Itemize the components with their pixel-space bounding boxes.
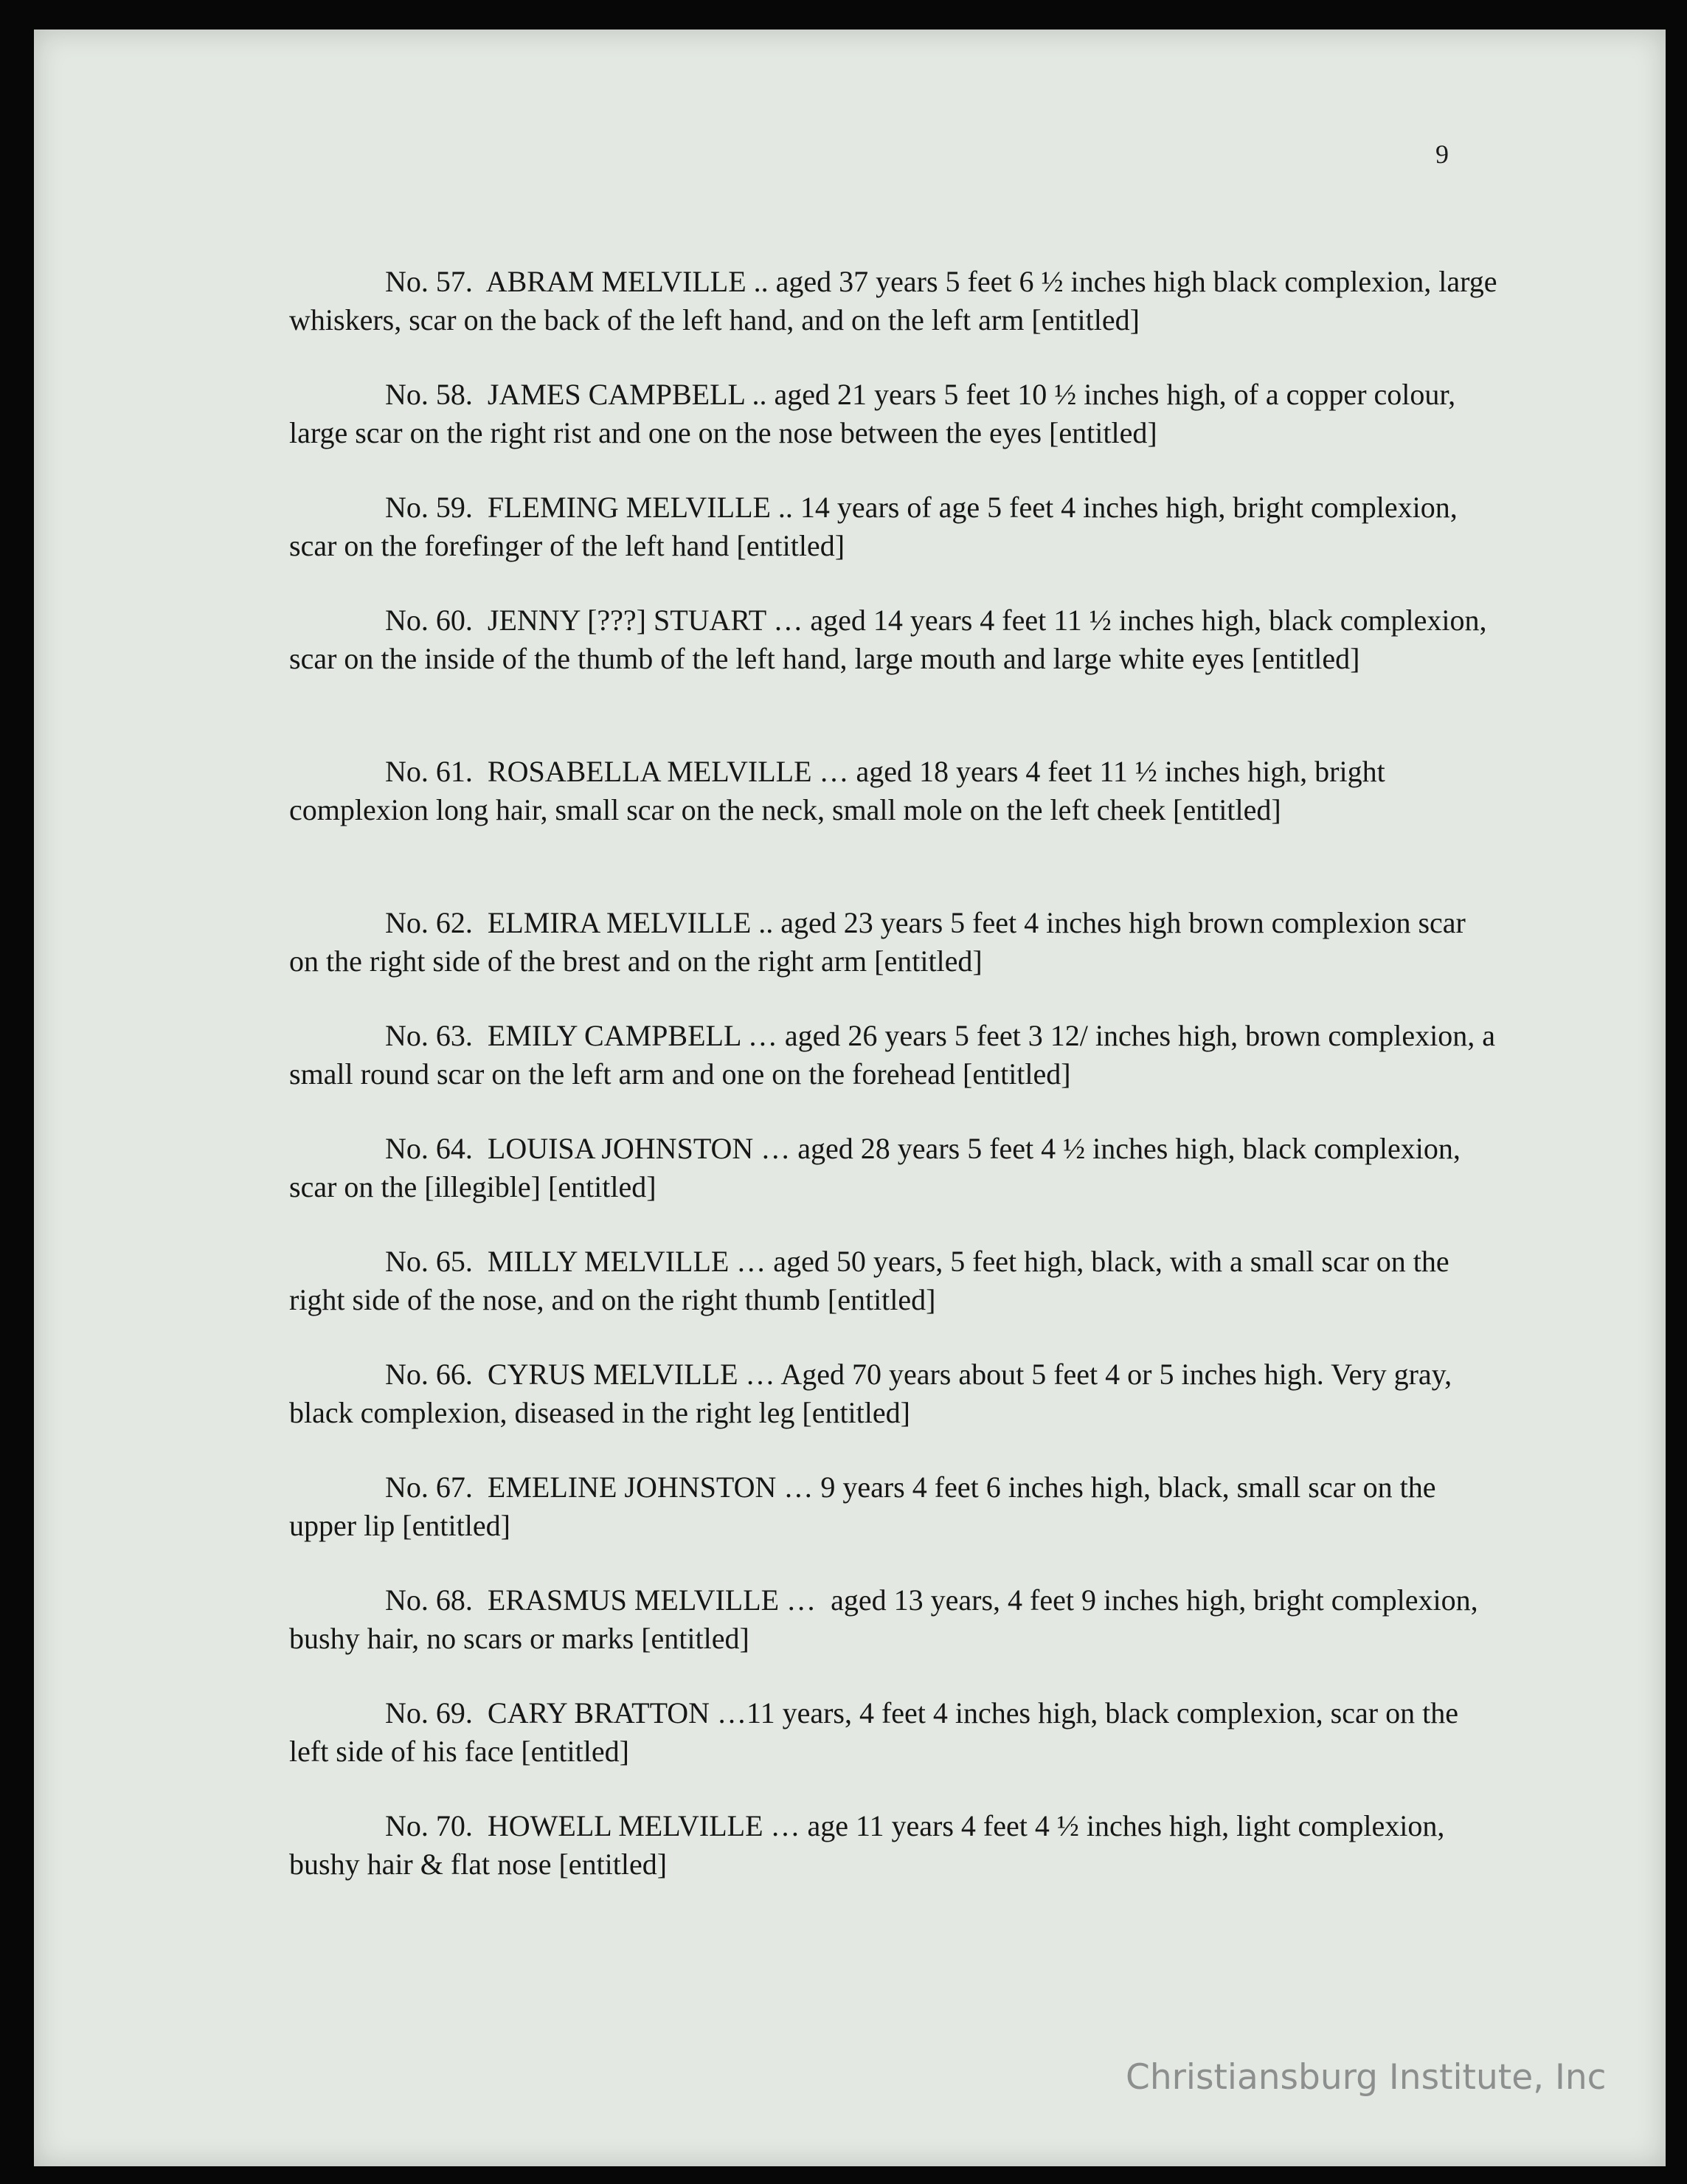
entry-70: No. 70. HOWELL MELVILLE … age 11 years 4 feet 4 ½ inches high, light complexion, bushy hair & flat nose [entitled] — [289, 1809, 1452, 1881]
entry-62: No. 62. ELMIRA MELVILLE .. aged 23 years 5 feet 4 inches high brown complexion scar on the right side of the brest and on the right arm [entitled] — [289, 906, 1473, 978]
watermark: Christiansburg Institute, Inc — [1126, 2057, 1607, 2098]
entry-67: No. 67. EMELINE JOHNSTON … 9 years 4 feet 6 inches high, black, small scar on the upper lip [entitled] — [289, 1471, 1444, 1542]
entry-64: No. 64. LOUISA JOHNSTON … aged 28 years 5 feet 4 ½ inches high, black complexion, scar on the [illegible] [entitled] — [289, 1132, 1468, 1203]
entry-58: No. 58. JAMES CAMPBELL .. aged 21 years 5 feet 10 ½ inches high, of a copper colour, large scar on the right rist and one on the nose between the eyes [entitled] — [289, 378, 1463, 449]
entry-list — [289, 263, 1505, 1920]
document-page — [34, 30, 1666, 2166]
entry-69: No. 69. CARY BRATTON …11 years, 4 feet 4 inches high, black complexion, scar on the left side of his face [entitled] — [289, 1696, 1466, 1768]
entry-63: No. 63. EMILY CAMPBELL … aged 26 years 5 feet 3 12/ inches high, brown complexion, a small round scar on the left arm and one on the forehead [entitled] — [289, 1019, 1503, 1091]
entry-59: No. 59. FLEMING MELVILLE .. 14 years of age 5 feet 4 inches high, bright complexion, scar on the forefinger of the left hand [entitled] — [289, 491, 1465, 562]
entry-66: No. 66. CYRUS MELVILLE … Aged 70 years about 5 feet 4 or 5 inches high. Very gray, black complexion, diseased in the right leg [entitled] — [289, 1358, 1460, 1429]
entry-57: No. 57. ABRAM MELVILLE .. aged 37 years 5 feet 6 ½ inches high black complexion, large whiskers, scar on the back of the left hand, and on the left arm [entitled] — [289, 265, 1505, 336]
page-number: 9 — [1435, 139, 1449, 169]
entry-61: No. 61. ROSABELLA MELVILLE … aged 18 years 4 feet 11 ½ inches high, bright complexion long hair, small scar on the neck, small mole on the left cheek [entitled] — [289, 755, 1393, 826]
entry-65: No. 65. MILLY MELVILLE … aged 50 years, 5 feet high, black, with a small scar on the right side of the nose, and on the right thumb [entitled] — [289, 1245, 1457, 1316]
entry-60: No. 60. JENNY [???] STUART … aged 14 years 4 feet 11 ½ inches high, black complexion, scar on the inside of the thumb of the left hand, large mouth and large white eyes [entitled] — [289, 604, 1494, 675]
entry-68: No. 68. ERASMUS MELVILLE … aged 13 years, 4 feet 9 inches high, bright complexion, bushy hair, no scars or marks [entitled] — [289, 1583, 1486, 1655]
